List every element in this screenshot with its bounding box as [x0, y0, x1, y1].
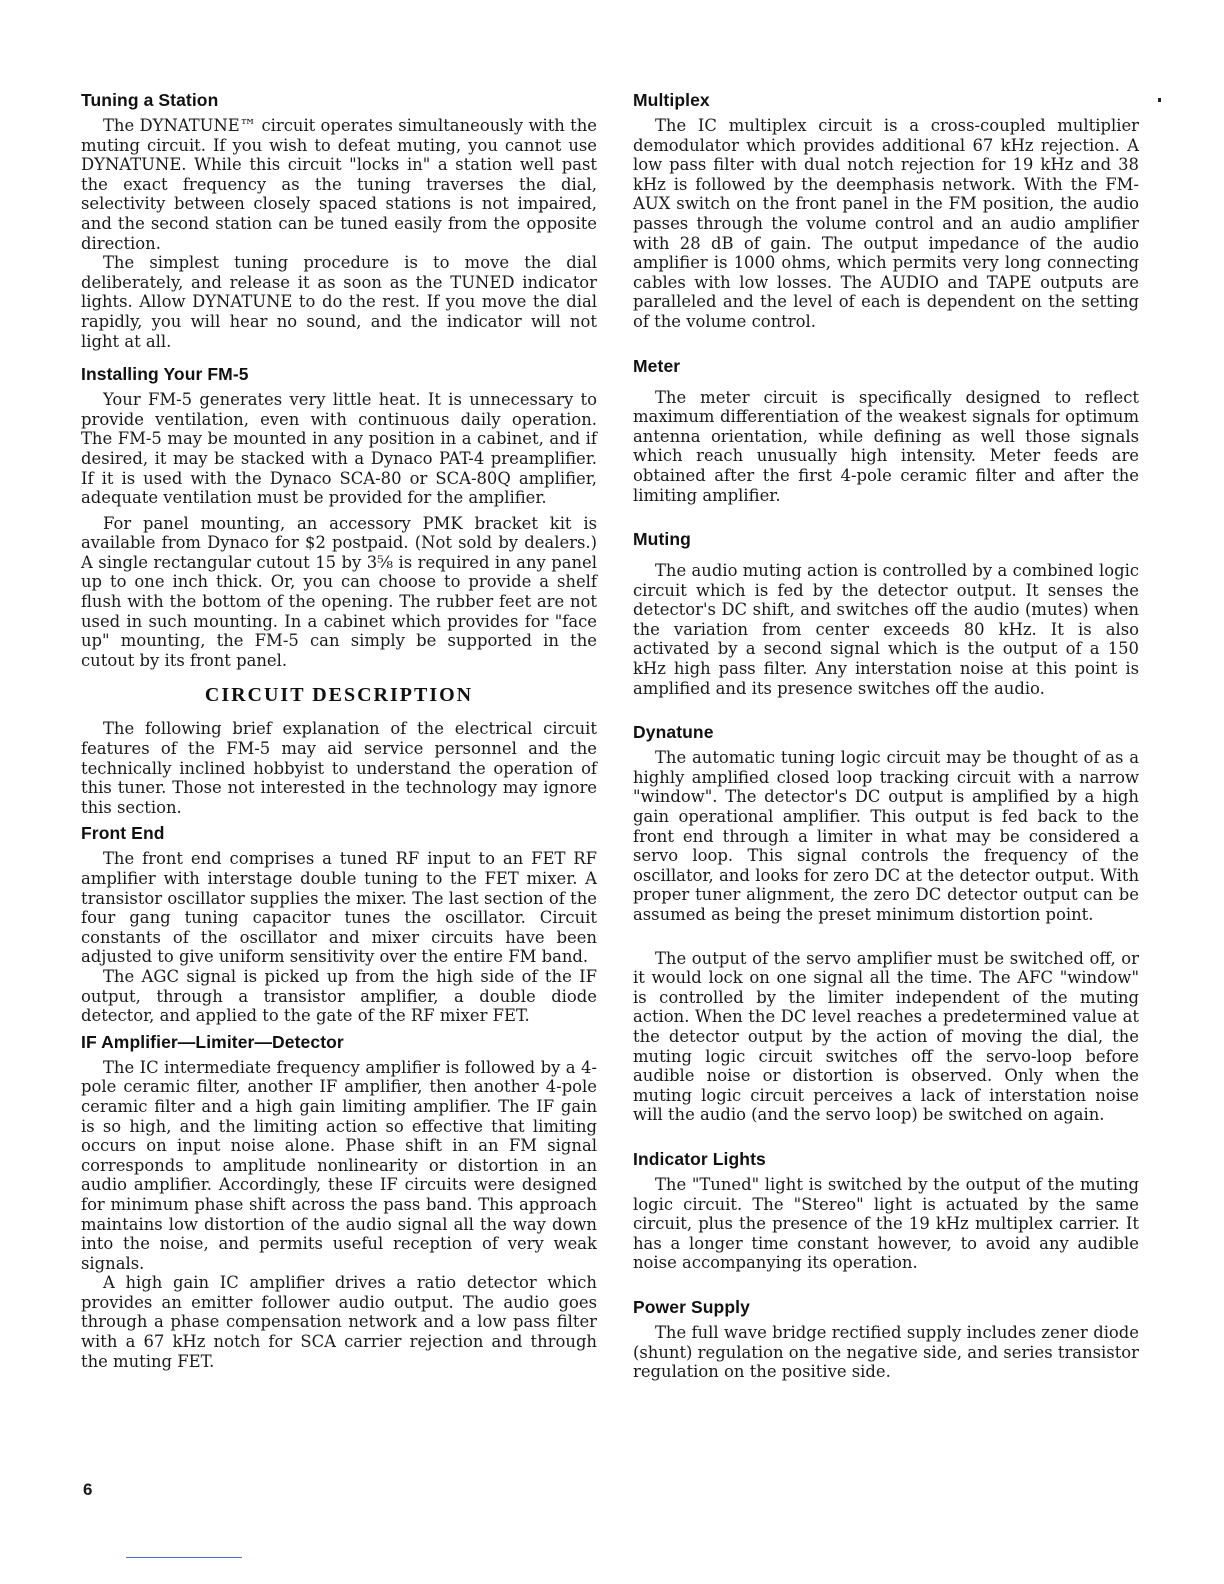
- section-heading-installing: Installing Your FM-5: [81, 364, 249, 385]
- paragraph: The AGC signal is picked up from the high side of the IF output, through a transistor amplifier, a double diode detector, and applied to the gate of the RF mixer FET.: [81, 966, 597, 1026]
- section-heading-meter: Meter: [633, 355, 681, 376]
- paragraph: The following brief explanation of the electrical circuit features of the FM-5 may aid service personnel and the technically inclined hobbyist to understand the operation of this tuner. Those not interested in the technology may ignore this section.: [81, 719, 597, 817]
- section-heading-muting: Muting: [633, 529, 691, 550]
- circuit-description-heading: CIRCUIT DESCRIPTION: [204, 684, 474, 707]
- footer-rule: [126, 1557, 242, 1558]
- paragraph: The IC intermediate frequency amplifier is followed by a 4-pole ceramic filter, another IF amplifier, then another 4-pole ceramic filter and a high gain limiting amplifier. The IF gain is so high, and the limiting action so effective that limiting occurs on input noise alone. Phase shift in an FM signal corresponds to amplitude nonlinearity or distortion in an audio amplifier. Accordingly, these IF circuits were designed for minimum phase shift across the pass band. This approach maintains low distortion of the audio signal all the way down into the noise, and permits useful reception of very weak signals.: [81, 1057, 597, 1273]
- paragraph: For panel mounting, an accessory PMK bracket kit is available from Dynaco for $2 postpaid. (Not sold by dealers.) A single rectangular cutout 15 by 3⅝ is required in any panel up to one inch thick. Or, you can choose to provide a shelf flush with the bottom of the opening. The rubber feet are not used in such mounting. In a cabinet which provides for "face up" mounting, the FM-5 can simply be supported in the cutout by its front panel.: [81, 513, 597, 670]
- section-heading-power-supply: Power Supply: [633, 1296, 750, 1317]
- paragraph: The automatic tuning logic circuit may be thought of as a highly amplified closed loop tracking circuit with a narrow "window". The detector's DC output is amplified by a high gain operational amplifier. This output is fed back to the front end through a limiter in what may be considered a servo loop. This signal controls the frequency of the oscillator, and looks for zero DC at the detector output. With proper tuner alignment, the zero DC detector output can be assumed as being the preset minimum distortion point.: [633, 748, 1139, 924]
- section-heading-multiplex: Multiplex: [633, 90, 710, 110]
- margin-mark: [1158, 98, 1161, 102]
- paragraph: The simplest tuning procedure is to move the dial deliberately, and release it as soon as the TUNED indicator lights. Allow DYNATUNE to do the rest. If you move the dial rapidly, you will hear no sound, and the indicator will not light at all.: [81, 253, 597, 351]
- section-heading-dynatune: Dynatune: [633, 722, 714, 743]
- paragraph: The front end comprises a tuned RF input to an FET RF amplifier with interstage double tuning to the FET mixer. A transistor oscillator supplies the mixer. The last section of the four gang tuning capacitor tunes the oscillator. Circuit constants of the oscillator and mixer circuits have been adjusted to give uniform sensitivity over the entire FM band.: [81, 849, 597, 967]
- paragraph: A high gain IC amplifier drives a ratio detector which provides an emitter follower audio output. The audio goes through a phase compensation network and a low pass filter with a 67 kHz notch for SCA carrier rejection and through the muting FET.: [81, 1273, 597, 1371]
- section-heading-tuning: Tuning a Station: [81, 90, 219, 110]
- paragraph: The audio muting action is controlled by a combined logic circuit which is fed by the detector output. It senses the detector's DC shift, and switches off the audio (mutes) when the variation from center exceeds 80 kHz. It is also activated by a second signal which is the output of a 150 kHz high pass filter. Any interstation noise at this point is amplified and its presence switches off the audio.: [633, 561, 1139, 698]
- section-heading-indicator-lights: Indicator Lights: [633, 1148, 766, 1169]
- paragraph: The full wave bridge rectified supply includes zener diode (shunt) regulation on the negative side, and series transistor regulation on the positive side.: [633, 1322, 1139, 1382]
- paragraph: The DYNATUNE™ circuit operates simultaneously with the muting circuit. If you wish to defeat muting, you cannot use DYNATUNE. While this circuit "locks in" a station well past the exact frequency as the tuning traverses the dial, selectivity between closely spaced stations is not impaired, and the second station can be tuned easily from the opposite direction.: [81, 116, 597, 253]
- section-heading-front-end: Front End: [81, 823, 165, 844]
- paragraph: Your FM-5 generates very little heat. It is unnecessary to provide ventilation, even with continuous daily operation. The FM-5 may be mounted in any position in a cabinet, and if desired, it may be stacked with a Dynaco PAT-4 preamplifier. If it is used with the Dynaco SCA-80 or SCA-80Q amplifier, adequate ventilation must be provided for the amplifier.: [81, 390, 597, 508]
- paragraph: The output of the servo amplifier must be switched off, or it would lock on one signal all the time. The AFC "window" is controlled by the limiter independent of the muting action. When the DC level reaches a predetermined value at the detector output by the action of moving the dial, the muting logic circuit switches off the servo-loop before audible noise or distortion is observed. Only when the muting logic circuit perceives a lack of interstation noise will the audio (and the servo loop) be switched on again.: [633, 948, 1139, 1125]
- right-column: [633, 90, 1139, 1382]
- page-number: 6: [83, 1480, 93, 1499]
- paragraph: The meter circuit is specifically designed to reflect maximum differentiation of the weakest signals for optimum antenna orientation, while defining as well those signals which reach unusually high intensity. Meter feeds are obtained after the first 4-pole ceramic filter and after the limiting amplifier.: [633, 387, 1139, 505]
- left-column: [81, 90, 597, 1371]
- paragraph: The IC multiplex circuit is a cross-coupled multiplier demodulator which provides additional 67 kHz rejection. A low pass filter with dual notch rejection for 19 kHz and 38 kHz is followed by the deemphasis network. With the FM-AUX switch on the front panel in the FM position, the audio passes through the volume control and an audio amplifier with 28 dB of gain. The output impedance of the audio amplifier is 1000 ohms, which permits very long connecting cables with low losses. The AUDIO and TAPE outputs are paralleled and the level of each is dependent on the setting of the volume control.: [633, 116, 1139, 331]
- section-heading-if-amplifier: IF Amplifier—Limiter—Detector: [81, 1031, 344, 1052]
- paragraph: The "Tuned" light is switched by the output of the muting logic circuit. The "Stereo" light is actuated by the same circuit, plus the presence of the 19 kHz multiplex carrier. It has a longer time constant however, to avoid any audible noise accompanying its operation.: [633, 1174, 1139, 1273]
